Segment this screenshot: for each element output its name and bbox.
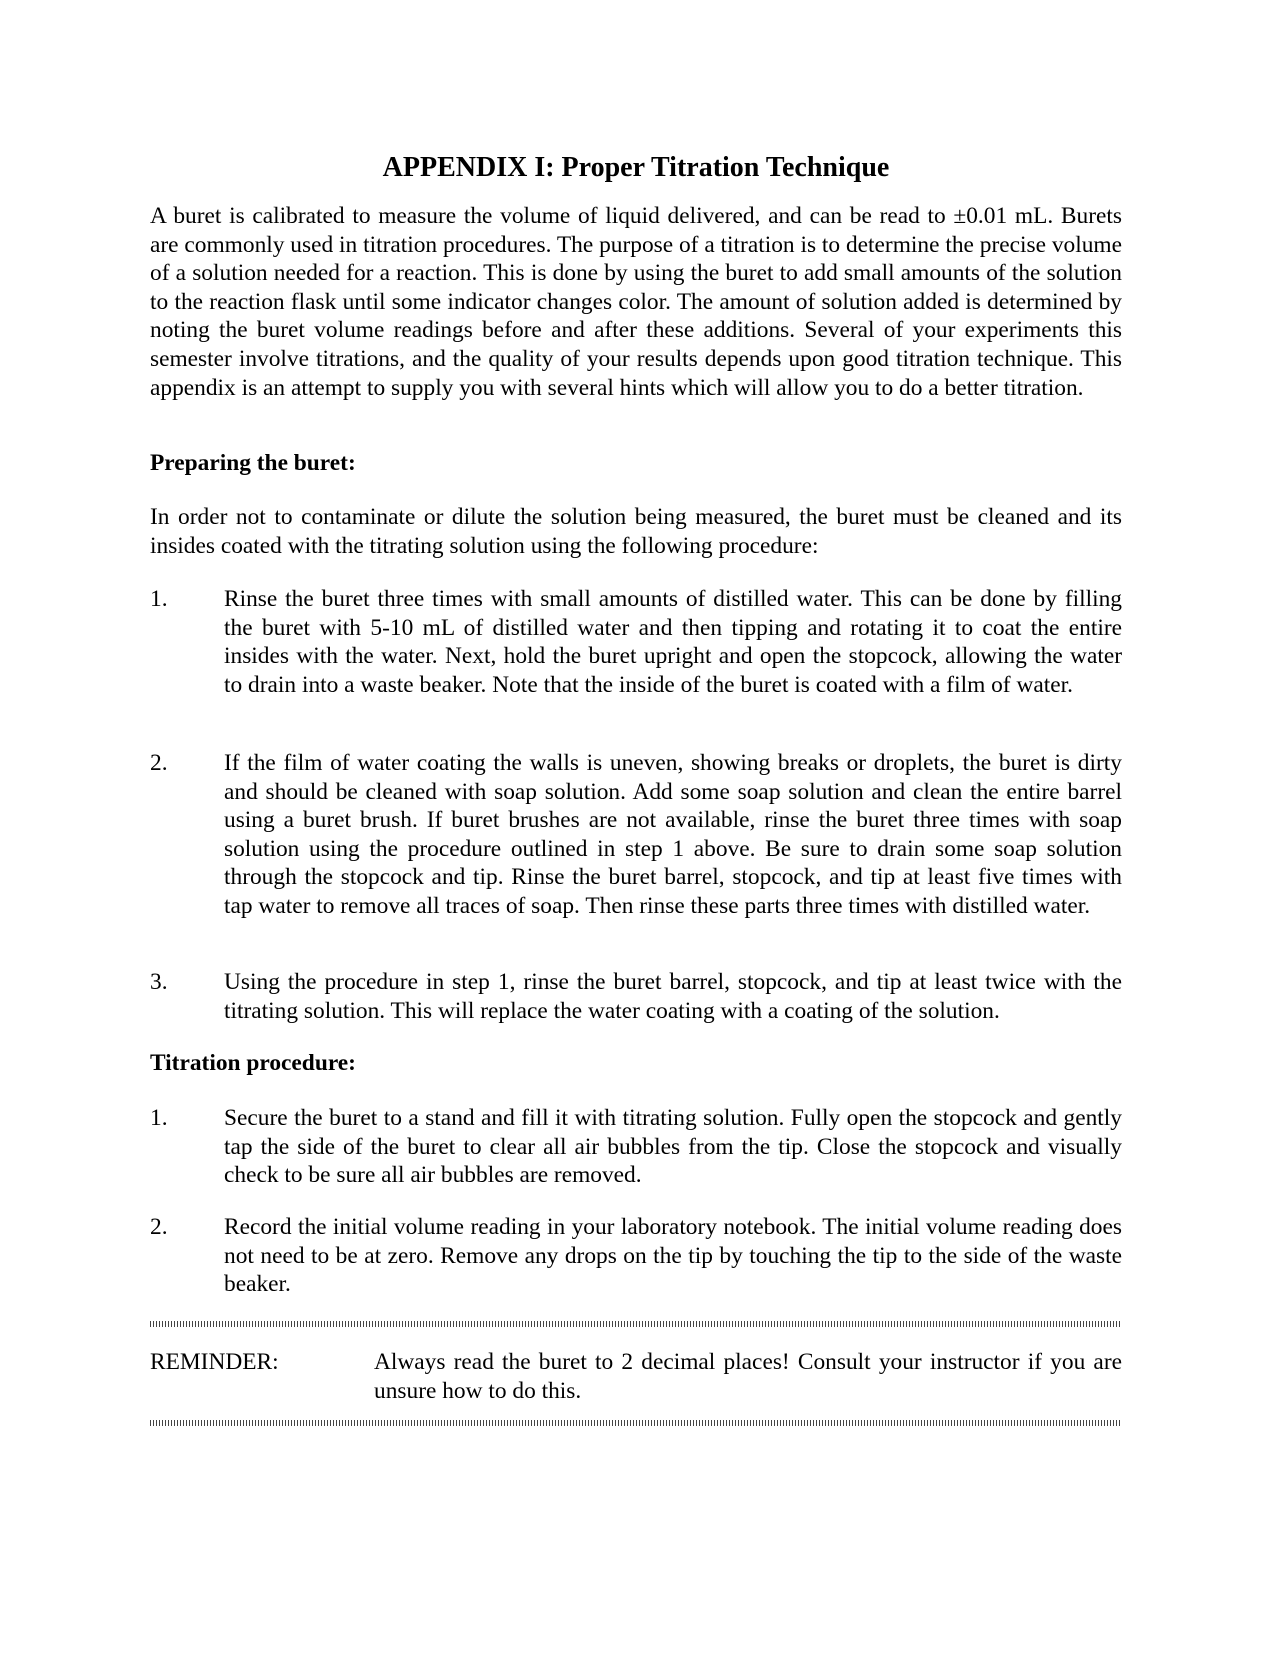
step-text: Secure the buret to a stand and fill it with titrating solution. Fully open the stopcock and gently tap the side of the buret to clear all air bubbles from the tip. Close the stopcock and visually check to be sure all air bubbles are removed.	[224, 1105, 1122, 1189]
page-title: APPENDIX I: Proper Titration Technique	[382, 152, 890, 183]
step-number: 3.	[150, 969, 168, 995]
preparing-heading: Preparing the buret:	[150, 450, 356, 476]
step-text: Record the initial volume reading in your laboratory notebook. The initial volume reading does not need to be at zero. Remove any drops on the tip by touching the tip to the side of the waste beaker.	[224, 1214, 1122, 1298]
reminder-label: REMINDER:	[150, 1349, 279, 1375]
step-text: Using the procedure in step 1, rinse the buret barrel, stopcock, and tip at least twice with the titrating solution. This will replace the water coating with a coating of the solution.	[224, 969, 1122, 1024]
titration-heading: Titration procedure:	[150, 1050, 356, 1076]
step-number: 2.	[150, 1214, 168, 1240]
divider-top	[150, 1321, 1122, 1327]
step-text: If the film of water coating the walls is uneven, showing breaks or droplets, the buret is dirty and should be cleaned with soap solution. Add some soap solution and clean the entire barrel using a buret brush. If buret brushes are not available, rinse the buret three times with soap solution using the procedure outlined in step 1 above. Be sure to drain some soap solution through the stopcock and tip. Rinse the buret barrel, stopcock, and tip at least five times with tap water to remove all traces of soap. Then rinse these parts three times with distilled water.	[224, 750, 1122, 919]
step-number: 2.	[150, 750, 168, 776]
divider-bottom	[150, 1420, 1122, 1426]
preparing-intro-paragraph: In order not to contaminate or dilute the solution being measured, the buret must be cleaned and its insides coated with the titrating solution using the following procedure:	[150, 504, 1122, 559]
step-number: 1.	[150, 1105, 168, 1131]
step-number: 1.	[150, 586, 168, 612]
step-text: Rinse the buret three times with small amounts of distilled water. This can be done by filling the buret with 5-10 mL of distilled water and then tipping and rotating it to coat the entire insides with the water. Next, hold the buret upright and open the stopcock, allowing the water to drain into a waste beaker. Note that the inside of the buret is coated with a film of water.	[224, 586, 1122, 698]
reminder-text: Always read the buret to 2 decimal places! Consult your instructor if you are unsure how to do this.	[374, 1349, 1122, 1404]
intro-paragraph: A buret is calibrated to measure the volume of liquid delivered, and can be read to ±0.01 mL. Burets are commonly used in titration procedures. The purpose of a titration is to determine the precise volume of a solution needed for a reaction. This is done by using the buret to add small amounts of the solution to the reaction flask until some indicator changes color. The amount of solution added is determined by noting the buret volume readings before and after these additions. Several of your experiments this semester involve titrations, and the quality of your results depends upon good titration technique. This appendix is an attempt to supply you with several hints which will allow you to do a better titration.	[150, 203, 1122, 401]
